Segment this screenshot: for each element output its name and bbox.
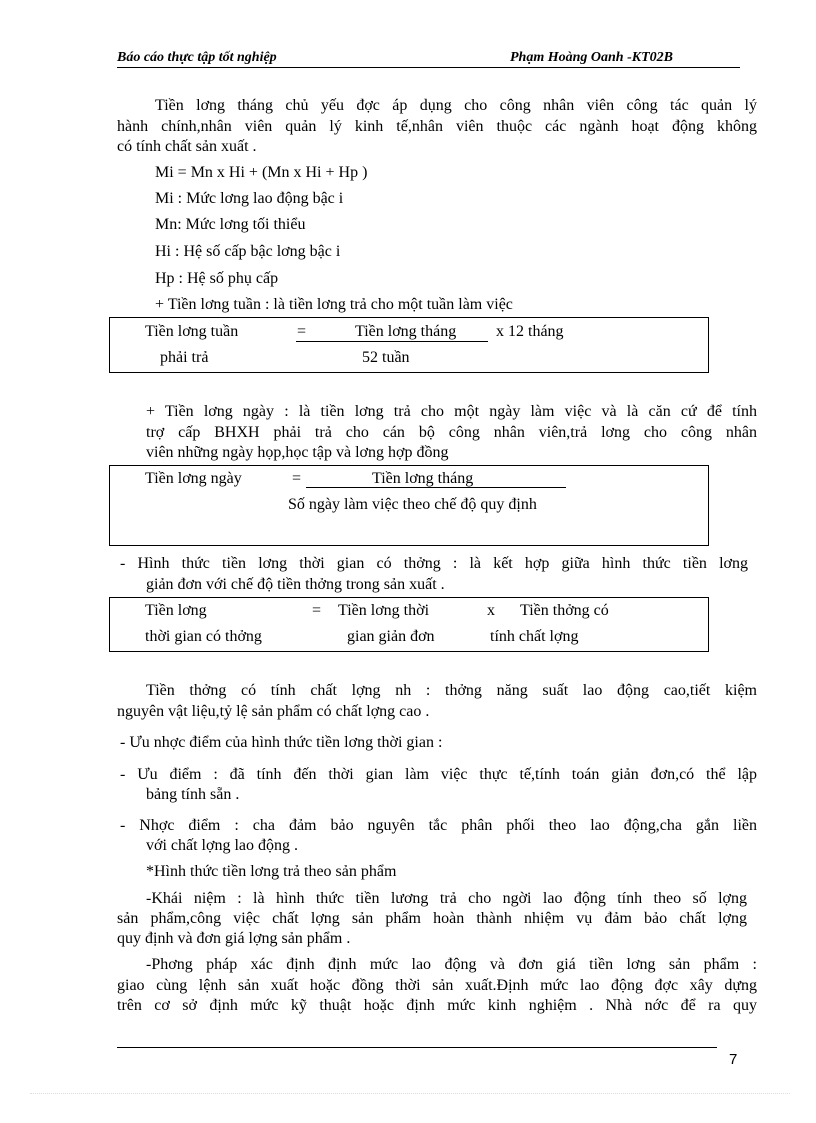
page-bottom-edge (30, 1093, 790, 1094)
box1-denominator: 52 tuần (362, 349, 410, 366)
box2-equals: = (292, 470, 302, 487)
bonus-wage-l2: giản đơn với chế độ tiền thởng trong sản xuất . (146, 576, 445, 593)
concept-l3: quy định và đơn giá lợng sản phẩm . (117, 930, 351, 947)
box3-b: Tiền lơng thời (338, 602, 430, 619)
box3-c: Tiền thởng có (520, 602, 609, 619)
p1-line1: Tiền lơng tháng chủ yếu đợc áp dụng cho công nhân viên công tác quản lý (155, 97, 757, 114)
concept-l2: sản phẩm,công việc chất lợng sản phẩm hoàn thành nhiệm vụ đảm bảo chất lợng (117, 910, 747, 927)
header-left: Báo cáo thực tập tốt nghiệp (117, 50, 277, 65)
box3-a: Tiền lơng (145, 602, 207, 619)
concept-l1: -Khái niệm : là hình thức tiền lương trả cho ngời lao động tính theo số lợng (146, 890, 747, 907)
cons-l2: với chất lợng lao động . (146, 837, 299, 854)
box3-c2: tính chất lợng (490, 628, 579, 645)
daily-wage-l1: + Tiền lơng ngày : là tiền lơng trả cho một ngày làm việc và là căn cứ để tính (146, 403, 757, 420)
bonus-wage-l1: - Hình thức tiền lơng thời gian có thởng : là kết hợp giữa hình thức tiền lơng (120, 555, 748, 572)
p4-l2: nguyên vật liệu,tỷ lệ sản phẩm có chất lợng cao . (117, 703, 430, 720)
piece-rate-heading: *Hình thức tiền lơng trả theo sản phẩm (146, 863, 397, 880)
formula-mi: Mi : Mức lơng lao động bậc i (155, 190, 344, 207)
method-l2: giao cùng lệnh sản xuất hoặc đồng thời sản xuất.Định mức lao động đợc xây dựng (117, 977, 757, 994)
p4-l1: Tiền thởng có tính chất lợng nh : thởng năng suất lao động cao,tiết kiệm (146, 682, 757, 699)
box1-multiplier: x 12 tháng (496, 323, 564, 340)
method-l3: trên cơ sở định mức kỹ thuật hoặc định mức kinh nghiệm . Nhà nớc để ra quy (117, 997, 757, 1014)
header-rule (117, 67, 740, 68)
page-number: 7 (729, 1051, 738, 1068)
formula-main: Mi = Mn x Hi + (Mn x Hi + Hp ) (155, 164, 368, 181)
formula-hp: Hp : Hệ số phụ cấp (155, 270, 279, 287)
box1-equals: = (297, 323, 307, 340)
weekly-wage-def: + Tiền lơng tuần : là tiền lơng trả cho một tuần làm việc (155, 296, 513, 313)
pros-l1: - Ưu điểm : đã tính đến thời gian làm việc thực tế,tính toán giản đơn,có thể lập (120, 766, 757, 783)
method-l1: -Phơng pháp xác định định mức lao động và đơn giá tiền lơng sản phẩm : (146, 956, 757, 973)
box3-b2: gian giản đơn (347, 628, 435, 645)
box3-a2: thời gian có thởng (145, 628, 262, 645)
footer-rule (117, 1047, 717, 1048)
box3-equals: = (312, 602, 322, 619)
box2-numerator: Tiền lơng tháng (372, 470, 474, 487)
formula-mn: Mn: Mức lơng tối thiểu (155, 216, 306, 233)
box2-label: Tiền lơng ngày (145, 470, 242, 487)
box1-numerator: Tiền lơng tháng (355, 323, 457, 340)
daily-wage-l3: viên những ngày họp,học tập và lơng hợp đồng (146, 444, 449, 461)
box3-x: x (487, 602, 495, 619)
box1-label2: phải trả (160, 349, 209, 366)
daily-wage-l2: trợ cấp BHXH phải trả cho cán bộ công nhân viên,trả lơng cho công nhân (146, 424, 757, 441)
header-right: Phạm Hoàng Oanh -KT02B (510, 50, 673, 65)
p1-line2: hành chính,nhân viên quản lý kinh tế,nhân viên thuộc các ngành hoạt động không (117, 118, 757, 135)
box1-fraction-bar (296, 341, 488, 342)
box1-label: Tiền lơng tuần (145, 323, 239, 340)
p1-line3: có tính chất sản xuất . (117, 138, 257, 155)
box2-denominator: Số ngày làm việc theo chế độ quy định (288, 496, 537, 513)
cons-l1: - Nhợc điểm : cha đảm bảo nguyên tắc phân phối theo lao động,cha gắn liền (120, 817, 757, 834)
formula-hi: Hi : Hệ số cấp bậc lơng bậc i (155, 243, 341, 260)
pros-l2: bảng tính sẵn . (146, 786, 240, 803)
pros-cons-heading: - Ưu nhợc điểm của hình thức tiền lơng thời gian : (120, 734, 443, 751)
